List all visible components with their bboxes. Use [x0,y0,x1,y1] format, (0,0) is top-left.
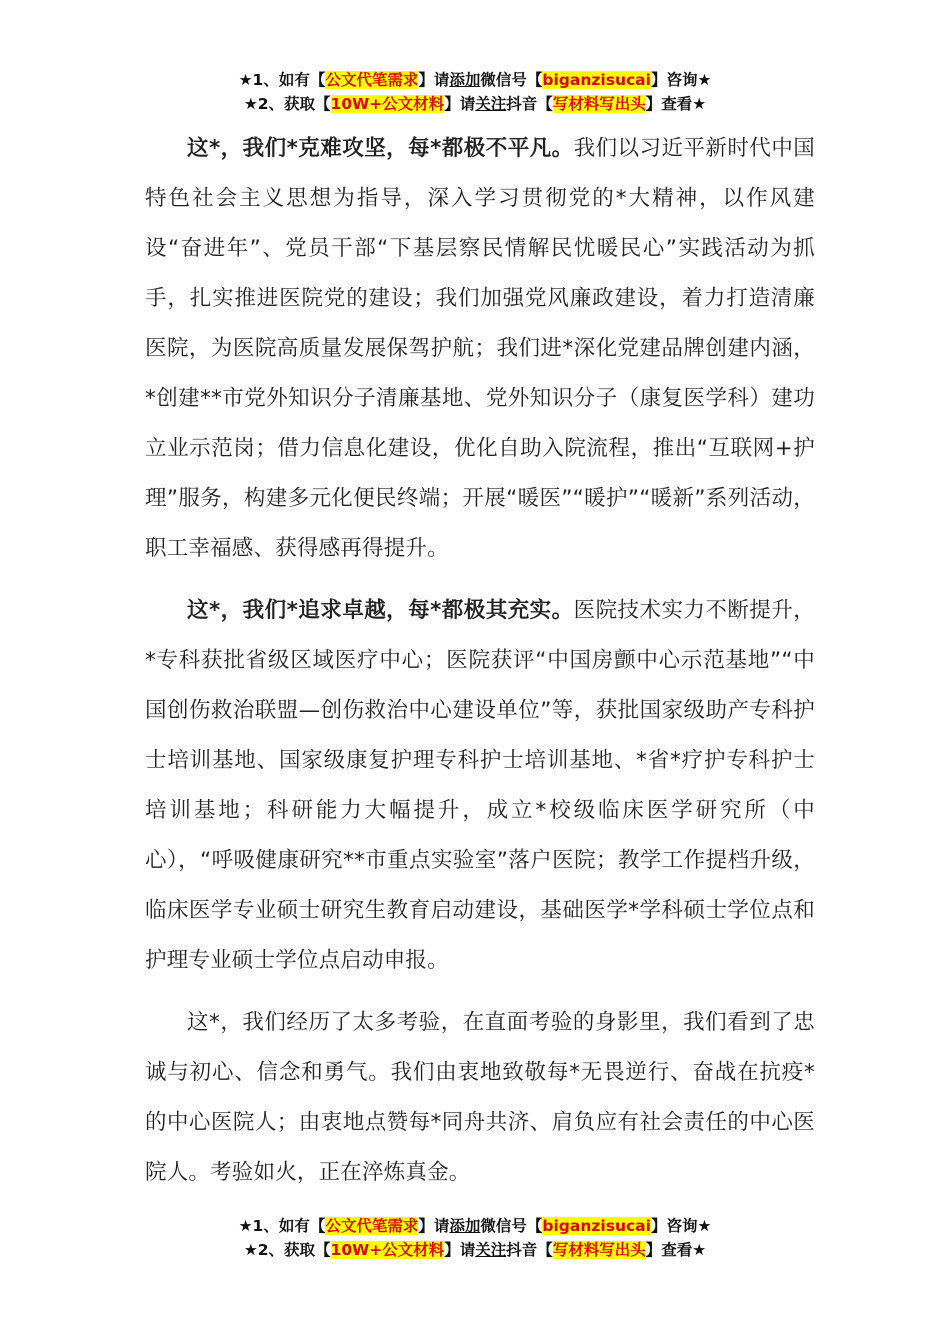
banner-highlight-materials: 10W+公文材料 [330,1241,445,1259]
banner-line-2 [0,92,950,116]
banner-line-1-mid2: 微信号【 [480,71,543,89]
banner-line-1-suffix: 】咨询★ [650,71,712,89]
header-banner [0,68,950,116]
banner-line-1-prefix: ★1、如有【 [238,71,326,89]
banner-line-1-prefix: ★1、如有【 [238,1217,326,1235]
banner-line-2-mid: 】请 [444,1241,476,1259]
banner-line-1-mid: 】请 [418,71,450,89]
paragraph-lead: 这*，我们*克难攻坚，每*都极不平凡。 [187,136,574,161]
banner-line-2-suffix: 】查看★ [645,95,707,113]
paragraph-trials [145,998,815,1198]
document-body [145,124,815,1210]
banner-highlight-ghostwriting: 公文代笔需求 [325,1217,419,1235]
banner-highlight-douyin: 写材料写出头 [552,95,646,113]
banner-line-2-mid2: 抖音【 [506,95,553,113]
paragraph-text: 我们以习近平新时代中国特色社会主义思想为指导，深入学习贯彻党的*大精神，以作风建设“奋进年”、党员干部“下基层察民情解民忧暖民心”实践活动为抓手，扎实推进医院党的建设；我们加强党风廉政建设，着力打造清廉医院，为医院高质量发展保驾护航；我们进*深化党建品牌创建内涵，*创建**市党外知识分子清廉基地、党外知识分子（康复医学科）建功立业示范岗；借力信息化建设，优化自助入院流程，推出“互联网+护理”服务，构建多元化便民终端；开展“暖医”“暖护”“暖新”系列活动，职工幸福感、获得感再得提升。 [145,136,815,561]
banner-underlined-add: 添加 [449,71,481,89]
paragraph-text: 这*，我们经历了太多考验，在直面考验的身影里，我们看到了忠诚与初心、信念和勇气。我们由衷地致敬每*无畏逆行、奋战在抗疫*的中心医院人；由衷地点赞每*同舟共济、肩负应有社会责任的中心医院人。考验如火，正在淬炼真金。 [145,1010,815,1185]
banner-line-2-mid2: 抖音【 [506,1241,553,1259]
banner-underlined-add: 添加 [449,1217,481,1235]
banner-line-2-mid: 】请 [444,95,476,113]
banner-line-2-prefix: ★2、获取【 [243,1241,331,1259]
paragraph-lead: 这*，我们*追求卓越，每*都极其充实。 [187,598,574,623]
paragraph-overcoming-difficulties [145,124,815,574]
banner-line-1 [0,68,950,92]
banner-highlight-wechat-id: biganzisucai [542,1217,651,1235]
paragraph-pursuing-excellence [145,586,815,986]
banner-underlined-follow: 关注 [475,1241,507,1259]
banner-underlined-follow: 关注 [475,95,507,113]
banner-line-2-prefix: ★2、获取【 [243,95,331,113]
banner-highlight-ghostwriting: 公文代笔需求 [325,71,419,89]
banner-line-1-mid: 】请 [418,1217,450,1235]
footer-banner [0,1214,950,1262]
banner-line-2 [0,1238,950,1262]
banner-line-1-suffix: 】咨询★ [650,1217,712,1235]
paragraph-text: 医院技术实力不断提升，*专科获批省级区域医疗中心；医院获评“中国房颤中心示范基地”“中国创伤救治联盟—创伤救治中心建设单位”等，获批国家级助产专科护士培训基地、国家级康复护理专科护士培训基地、*省*疗护专科护士培训基地；科研能力大幅提升，成立*校级临床医学研究所（中心），“呼吸健康研究**市重点实验室”落户医院；教学工作提档升级，临床医学专业硕士研究生教育启动建设，基础医学*学科硕士学位点和护理专业硕士学位点启动申报。 [145,598,815,973]
banner-highlight-wechat-id: biganzisucai [542,71,651,89]
banner-line-1-mid2: 微信号【 [480,1217,543,1235]
banner-line-1 [0,1214,950,1238]
banner-highlight-douyin: 写材料写出头 [552,1241,646,1259]
banner-highlight-materials: 10W+公文材料 [330,95,445,113]
banner-line-2-suffix: 】查看★ [645,1241,707,1259]
